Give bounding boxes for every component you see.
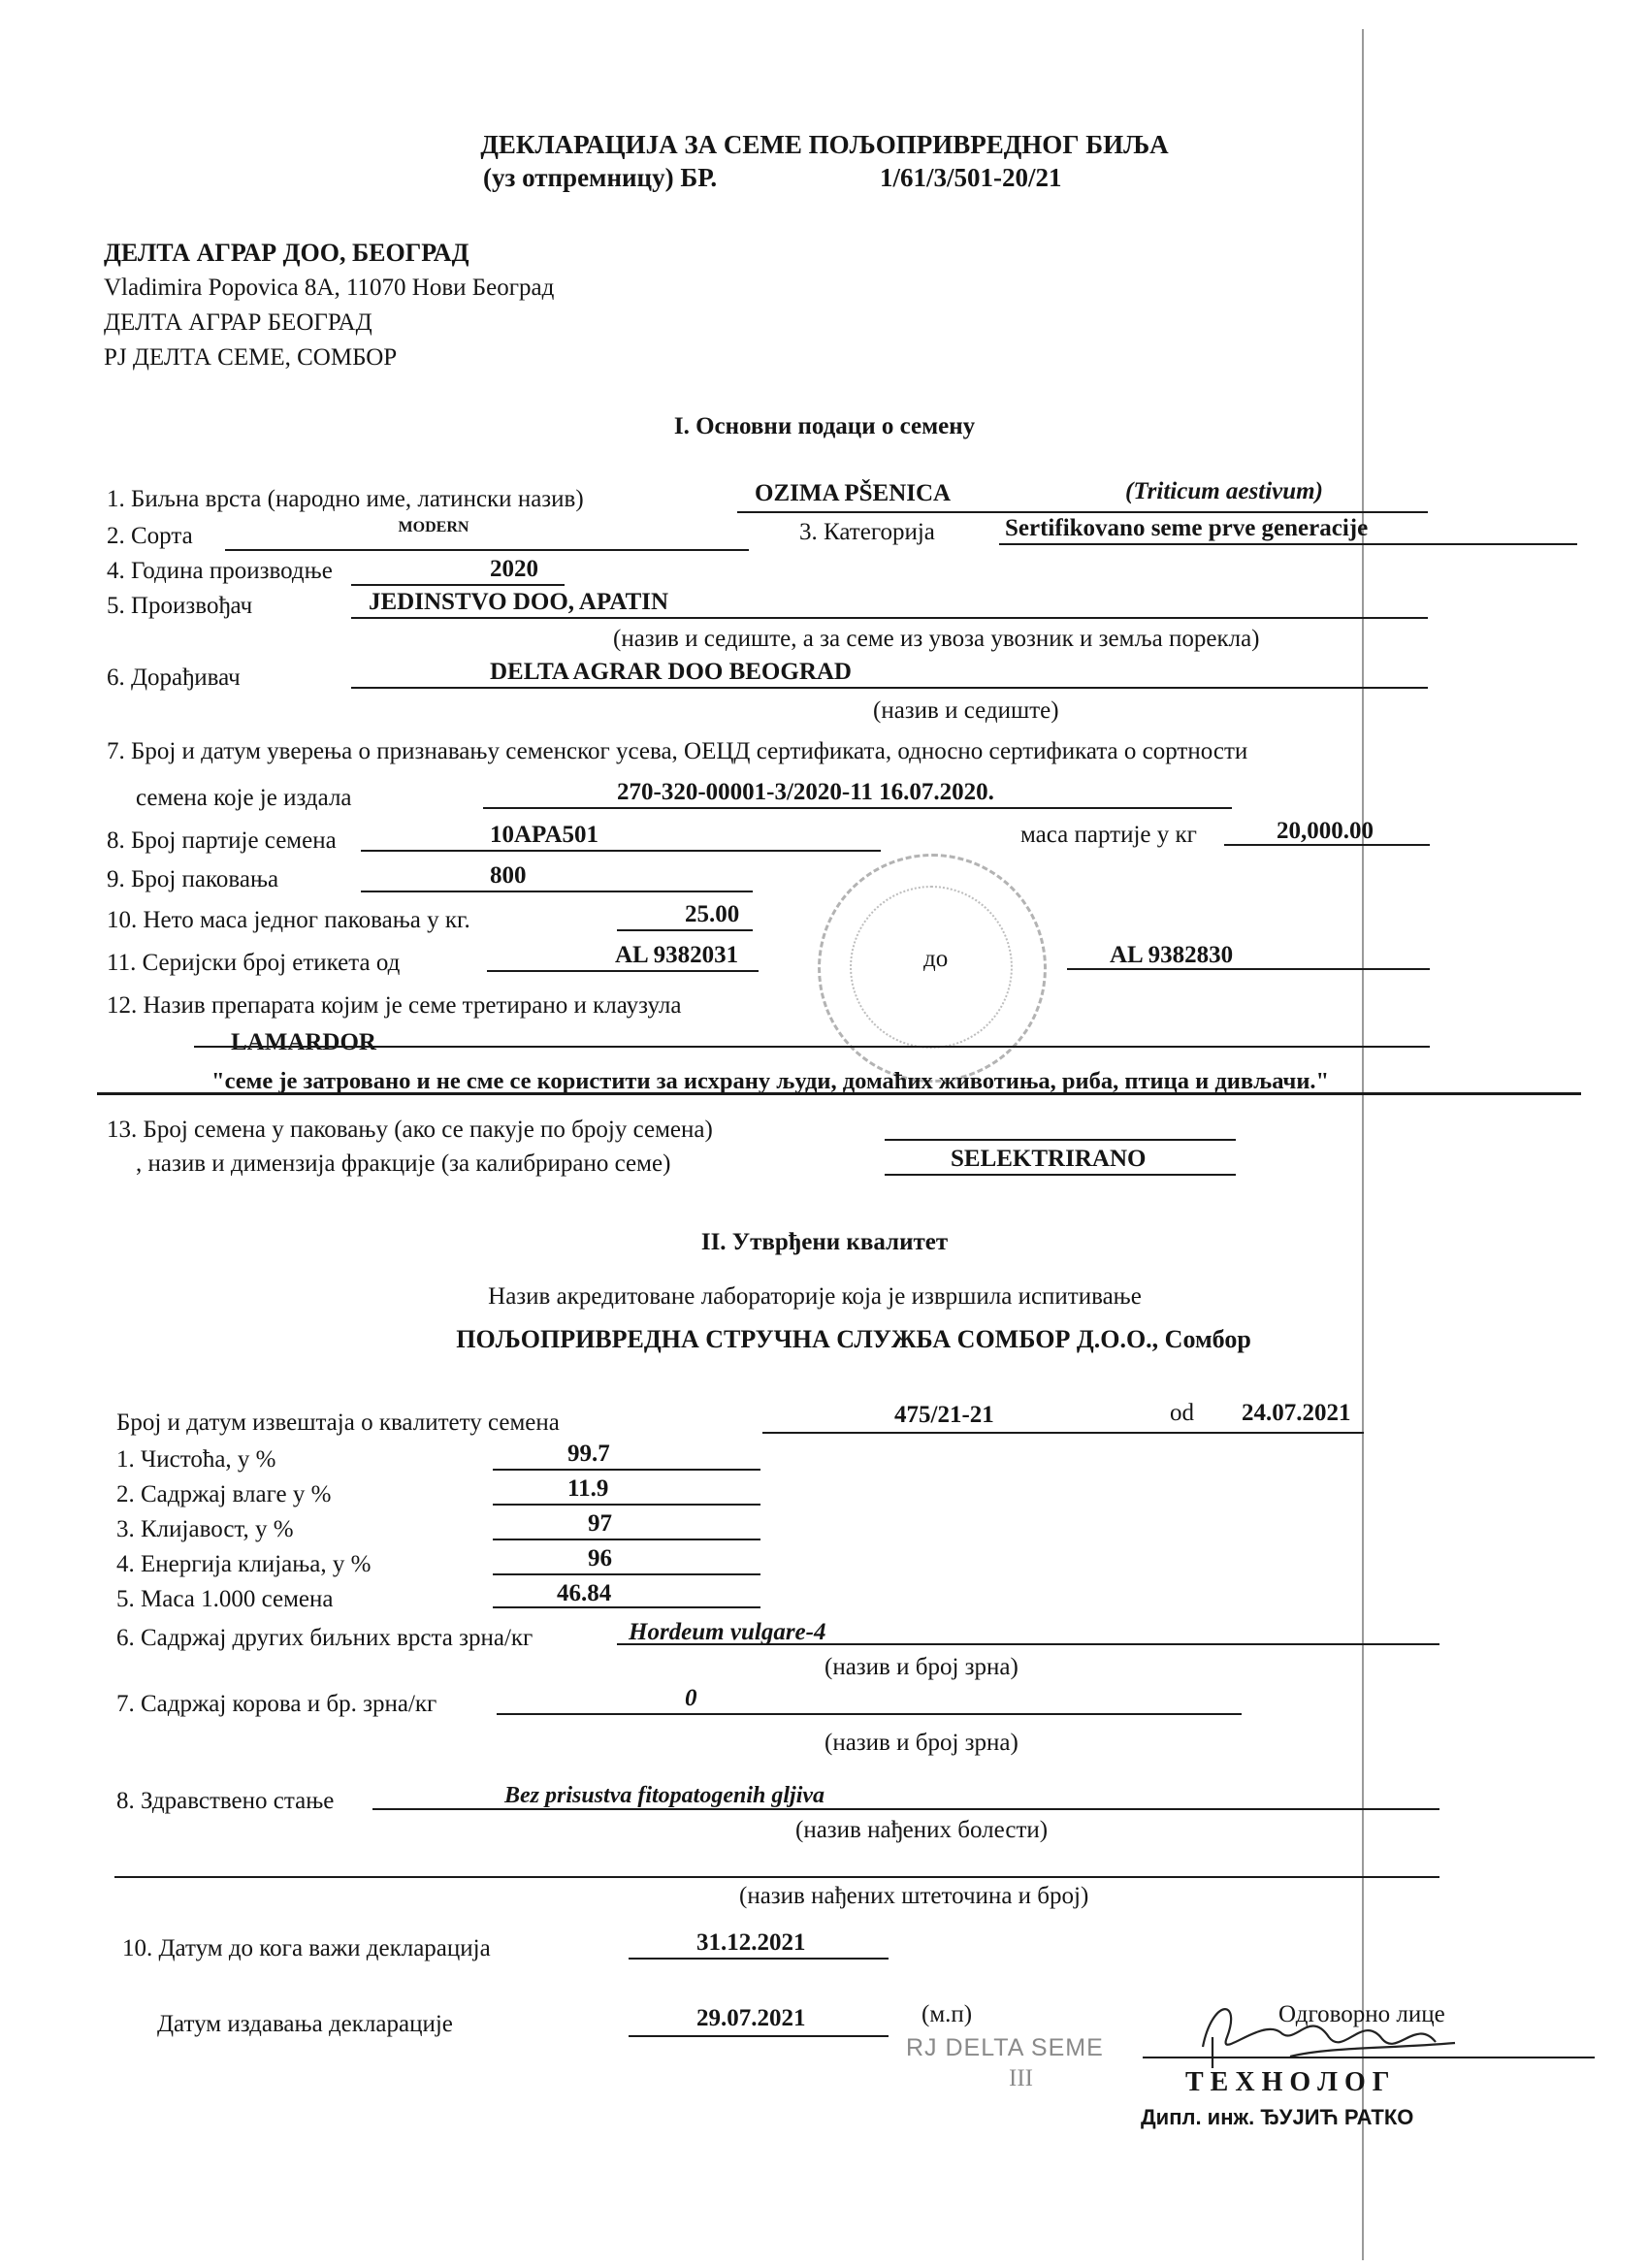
responsible-label: Одговорно лице — [1278, 2001, 1445, 2027]
q3-underline — [493, 1539, 760, 1540]
item7-label2: семена које је издала — [136, 785, 352, 811]
stamp-text: RJ DELTA SEME — [906, 2034, 1104, 2061]
stamp-mark: III — [1009, 2065, 1033, 2091]
item8-mass-underline — [1224, 844, 1430, 846]
item7-underline — [483, 807, 1232, 809]
issued-underline — [629, 2035, 889, 2037]
q6-underline — [617, 1643, 1439, 1645]
section1-title: I. Основни подаци о семену — [673, 413, 976, 439]
lab-label: Назив акредитоване лабораторије која је извршила испитивање — [488, 1283, 1142, 1310]
report-od: od — [1170, 1400, 1194, 1426]
item1-value: OZIMA PŠENICA — [755, 480, 952, 506]
section2-title: II. Утврђени квалитет — [700, 1229, 949, 1255]
q2-label: 2. Садржај влаге у % — [116, 1481, 332, 1507]
item10-value: 25.00 — [685, 901, 740, 927]
signature-line — [1143, 2057, 1595, 2058]
item5-label: 5. Произвођач — [107, 593, 253, 619]
item9-underline — [361, 891, 753, 892]
item8-mass-value: 20,000.00 — [1277, 818, 1374, 844]
item5-underline — [351, 617, 1428, 619]
q3-value: 97 — [588, 1510, 612, 1537]
item2-underline — [225, 519, 749, 551]
q3-label: 3. Клијавост, у % — [116, 1516, 294, 1542]
q8-label: 8. Здравствено стање — [116, 1788, 335, 1814]
q8-underline — [372, 1808, 1439, 1810]
item3-value: Sertifikovano seme prve generacije — [1005, 515, 1369, 541]
item3-label: 3. Категорија — [799, 519, 935, 545]
item6-value: DELTA AGRAR DOO BEOGRAD — [490, 659, 852, 685]
q4-underline — [493, 1573, 760, 1575]
q1-value: 99.7 — [567, 1441, 610, 1467]
company-address: Vladimira Popovica 8A, 11070 Нови Београд — [104, 275, 555, 301]
q4-label: 4. Енергија клијања, у % — [116, 1551, 372, 1577]
item13-underline — [885, 1174, 1236, 1176]
q1-underline — [493, 1469, 760, 1471]
item10-underline — [617, 929, 753, 931]
issued-label: Датум издавања декларације — [157, 2011, 453, 2037]
q4-value: 96 — [588, 1545, 612, 1571]
item12-value: LAMARDOR — [231, 1029, 376, 1055]
item12-label: 12. Назив препарата којим је семе третирано и клаузула — [107, 992, 682, 1019]
q8-note: (назив нађених болести) — [795, 1817, 1049, 1843]
item3-underline — [999, 543, 1577, 545]
q6-label: 6. Садржај других биљних врста зрна/кг — [116, 1625, 534, 1651]
item12-underline — [194, 1046, 1430, 1048]
q8-value: Bez prisustva fitopatogenih gljiva — [504, 1783, 825, 1808]
item11-to-label: до — [923, 946, 949, 972]
q1-label: 1. Чистоћа, у % — [116, 1446, 276, 1473]
item8-value: 10APA501 — [490, 822, 599, 848]
item11-from: AL 9382031 — [615, 942, 739, 968]
q7-label: 7. Садржај корова и бр. зрна/кг — [116, 1691, 437, 1717]
item13-top-line — [885, 1139, 1236, 1141]
report-label: Број и датум извештаја о квалитету семена — [116, 1409, 560, 1436]
report-date: 24.07.2021 — [1242, 1400, 1351, 1426]
item5-value: JEDINSTVO DOO, APATIN — [369, 589, 669, 615]
item6-label: 6. Дорађивач — [107, 664, 241, 691]
item1-latin: (Triticum aestivum) — [1125, 478, 1323, 504]
q2-value: 11.9 — [567, 1475, 609, 1502]
q7-underline — [497, 1713, 1242, 1715]
role-label: Т Е Х Н О Л О Г — [1185, 2067, 1390, 2097]
company-line2: ДЕЛТА АГРАР БЕОГРАД — [104, 309, 372, 336]
q5-underline — [493, 1606, 760, 1608]
valid-until-value: 31.12.2021 — [696, 1929, 806, 1956]
item7-value: 270-320-00001-3/2020-11 16.07.2020. — [617, 779, 994, 805]
item4-label: 4. Година производње — [107, 558, 333, 584]
item8-mass-label: маса партије у кг — [1020, 822, 1197, 848]
item11-label: 11. Серијски број етикета од — [107, 950, 401, 976]
item13-label: 13. Број семена у паковању (ако се пакује по броју семена) — [107, 1117, 713, 1143]
person-name: Дипл. инж. ЂУЈИЋ РАТКО — [1141, 2105, 1414, 2129]
issued-value: 29.07.2021 — [696, 2005, 806, 2031]
item1-label: 1. Биљна врста (народно име, латински назив) — [107, 486, 584, 512]
mp-label: (м.п) — [922, 2001, 973, 2027]
item9-value: 800 — [490, 862, 527, 889]
q6-value: Hordeum vulgare-4 — [629, 1619, 826, 1645]
item11-to-underline — [1067, 968, 1430, 970]
valid-until-underline — [629, 1958, 889, 1960]
company-line3: РЈ ДЕЛТА СЕМЕ, СОМБОР — [104, 344, 398, 371]
item12-clause: "семе је затровано и не сме се користити за исхрану људи, домаћих животиња, риба, птица и дивљачи." — [211, 1068, 1330, 1094]
item8-label: 8. Број партије семена — [107, 827, 337, 854]
q7-note: (назив и број зрна) — [824, 1730, 1018, 1756]
q5-label: 5. Маса 1.000 семена — [116, 1586, 334, 1612]
declaration-number: 1/61/3/501-20/21 — [880, 163, 1062, 192]
item13-label2: , назив и димензија фракције (за калибрирано семе) — [136, 1150, 671, 1177]
item11-from-underline — [487, 970, 759, 972]
item6-underline — [351, 687, 1428, 689]
item9-label: 9. Број паковања — [107, 866, 279, 892]
lab-name: ПОЉОПРИВРЕДНА СТРУЧНА СЛУЖБА СОМБОР Д.О.О., Сомбор — [456, 1325, 1251, 1353]
item2-value: MODERN — [398, 519, 469, 535]
report-underline — [762, 1432, 1364, 1434]
q7-value: 0 — [685, 1685, 697, 1711]
item6-note: (назив и седиште) — [873, 697, 1059, 724]
report-number: 475/21-21 — [894, 1402, 994, 1428]
item8-underline — [361, 850, 881, 852]
q2-underline — [493, 1504, 760, 1506]
company-name: ДЕЛТА АГРАР ДОО, БЕОГРАД — [104, 239, 469, 267]
q9-note: (назив нађених штеточина и број) — [739, 1883, 1089, 1909]
q9-underline — [114, 1876, 1439, 1878]
item13-value: SELEKTRIRANO — [951, 1146, 1147, 1172]
document-title: ДЕКЛАРАЦИЈА ЗА СЕМЕ ПОЉОПРИВРЕДНОГ БИЉА — [480, 130, 1169, 159]
item2-label: 2. Сорта — [107, 523, 193, 549]
scan-artifact-line — [1362, 29, 1364, 2260]
q5-value: 46.84 — [557, 1580, 612, 1606]
item4-underline — [351, 584, 565, 586]
item4-value: 2020 — [490, 556, 538, 582]
q6-note: (назив и број зрна) — [824, 1654, 1018, 1680]
item5-note: (назив и седиште, а за семе из увоза увозник и земља порекла) — [613, 626, 1260, 652]
document-subtitle: (уз отпремницу) БР. — [483, 163, 718, 192]
item12-clause-underline — [97, 1092, 1581, 1095]
item11-to: AL 9382830 — [1110, 942, 1234, 968]
item7-label: 7. Број и датум уверења о признавању семенског усева, ОЕЦД сертификата, односно сертификата о сортности — [107, 738, 1248, 764]
item10-label: 10. Нето маса једног паковања у кг. — [107, 907, 470, 933]
item1-underline — [737, 511, 1428, 513]
valid-until-label: 10. Датум до кога важи декларација — [122, 1935, 491, 1961]
